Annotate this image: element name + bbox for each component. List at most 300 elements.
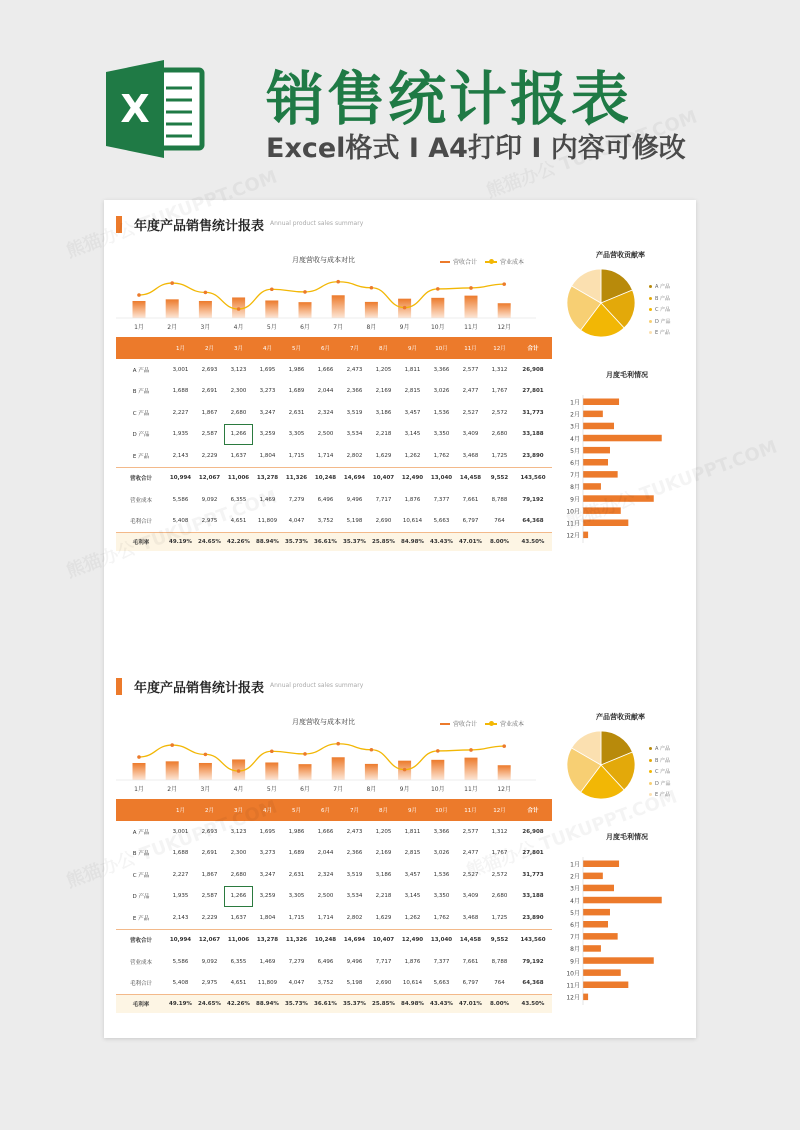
table-cell[interactable]: 4,651 bbox=[230, 518, 247, 525]
table-header-row bbox=[116, 799, 552, 821]
table-cell[interactable]: 2,815 bbox=[404, 850, 421, 857]
table-cell[interactable]: 2,587 bbox=[201, 893, 218, 900]
table-cell[interactable]: 84.98% bbox=[401, 1001, 424, 1007]
table-cell[interactable]: 10,407 bbox=[372, 937, 395, 944]
table-cell[interactable]: 88.94% bbox=[256, 1001, 279, 1007]
table-cell[interactable]: 3,534 bbox=[346, 431, 363, 438]
table-cell[interactable]: 42.26% bbox=[227, 539, 250, 545]
sales-table bbox=[116, 337, 552, 551]
summary-row bbox=[116, 511, 552, 533]
table-cell[interactable]: 10,407 bbox=[372, 475, 395, 482]
table-cell[interactable]: 2,680 bbox=[491, 893, 508, 900]
table-cell[interactable]: 2,300 bbox=[230, 850, 247, 857]
table-cell[interactable]: 7,377 bbox=[433, 958, 450, 965]
table-cell[interactable]: 2,366 bbox=[346, 388, 363, 395]
cost-line bbox=[139, 282, 504, 309]
table-cell[interactable]: 9,552 bbox=[490, 475, 509, 482]
table-cell[interactable]: 1,629 bbox=[375, 914, 392, 921]
table-cell[interactable]: 8,788 bbox=[491, 496, 508, 503]
table-cell[interactable]: 3,001 bbox=[172, 828, 189, 835]
table-cell[interactable]: 11,326 bbox=[285, 475, 308, 482]
table-cell[interactable]: 14,694 bbox=[343, 475, 366, 482]
table-cell[interactable]: 35.37% bbox=[343, 539, 366, 545]
cost-point bbox=[170, 743, 174, 747]
table-cell[interactable]: 9,496 bbox=[346, 496, 363, 503]
table-cell[interactable]: 1,935 bbox=[172, 431, 189, 438]
y-tick-label: 9月 bbox=[570, 496, 580, 504]
table-cell[interactable]: 3,259 bbox=[259, 893, 276, 900]
table-cell[interactable]: 3,468 bbox=[462, 452, 479, 459]
table-cell[interactable]: 1,469 bbox=[259, 958, 276, 965]
table-cell[interactable]: 24.65% bbox=[198, 539, 221, 545]
cost-point bbox=[336, 742, 340, 746]
table-row bbox=[116, 864, 552, 886]
table-cell[interactable]: 35.73% bbox=[285, 539, 308, 545]
table-cell[interactable]: 5,586 bbox=[172, 496, 189, 503]
monthly-margin-bar-chart bbox=[562, 857, 682, 1007]
table-cell[interactable]: 1,629 bbox=[375, 452, 392, 459]
title-accent-bar bbox=[116, 216, 122, 233]
table-cell[interactable]: 1,725 bbox=[491, 452, 508, 459]
table-cell[interactable]: 88.94% bbox=[256, 539, 279, 545]
table-cell[interactable]: 3,409 bbox=[462, 893, 479, 900]
combo-chart-title: 月度营收与成本对比 bbox=[292, 256, 355, 264]
table-cell[interactable]: 12,490 bbox=[401, 937, 424, 944]
table-cell[interactable]: 3,519 bbox=[346, 409, 363, 416]
table-cell[interactable]: 2,690 bbox=[375, 980, 392, 987]
y-tick-label: 5月 bbox=[570, 447, 580, 455]
table-cell[interactable]: 25.85% bbox=[372, 539, 395, 545]
table-cell[interactable]: 3,468 bbox=[462, 914, 479, 921]
table-cell[interactable]: 10,248 bbox=[314, 475, 337, 482]
table-cell[interactable]: 1,312 bbox=[491, 366, 508, 373]
table-cell[interactable]: 47.01% bbox=[459, 539, 482, 545]
revenue-bar bbox=[498, 765, 511, 780]
table-cell[interactable]: 2,044 bbox=[317, 388, 334, 395]
table-cell[interactable]: 7,717 bbox=[375, 958, 392, 965]
combo-chart-title: 月度营收与成本对比 bbox=[292, 718, 355, 726]
margin-bar bbox=[583, 411, 603, 418]
table-cell[interactable]: 14,458 bbox=[459, 475, 482, 482]
table-cell[interactable]: 2,802 bbox=[346, 452, 363, 459]
table-cell[interactable]: 2,044 bbox=[317, 850, 334, 857]
table-cell[interactable]: 2,500 bbox=[317, 893, 334, 900]
column-header: 3月 bbox=[234, 346, 243, 352]
table-cell[interactable]: 1,689 bbox=[288, 850, 305, 857]
table-cell[interactable]: 14,694 bbox=[343, 937, 366, 944]
table-cell[interactable]: 2,366 bbox=[346, 850, 363, 857]
x-tick-label: 5月 bbox=[266, 324, 277, 331]
product-contribution-pie bbox=[566, 268, 636, 338]
table-cell[interactable]: 1,725 bbox=[491, 914, 508, 921]
table-cell[interactable]: 2,218 bbox=[375, 431, 392, 438]
table-cell[interactable]: 1,688 bbox=[172, 850, 189, 857]
cost-point bbox=[204, 753, 208, 757]
table-cell[interactable]: 11,326 bbox=[285, 937, 308, 944]
y-tick-label: 2月 bbox=[570, 873, 580, 881]
table-cell[interactable]: 9,552 bbox=[490, 937, 509, 944]
table-cell[interactable]: 2,691 bbox=[201, 850, 218, 857]
table-cell[interactable]: 36.61% bbox=[314, 539, 337, 545]
table-cell[interactable]: 3,519 bbox=[346, 871, 363, 878]
table-cell[interactable]: 1,666 bbox=[317, 366, 334, 373]
margin-bar bbox=[583, 435, 662, 442]
table-cell[interactable]: 2,680 bbox=[230, 409, 247, 416]
table-cell[interactable]: 24.65% bbox=[198, 1001, 221, 1007]
table-cell[interactable]: 3,457 bbox=[404, 871, 421, 878]
table-cell[interactable]: 5,198 bbox=[346, 980, 363, 987]
row-label: D 产品 bbox=[132, 894, 150, 901]
table-cell[interactable]: 10,614 bbox=[402, 980, 423, 987]
legend-dot bbox=[649, 782, 652, 785]
table-cell[interactable]: 3,123 bbox=[230, 828, 247, 835]
table-cell[interactable]: 11,809 bbox=[257, 518, 278, 525]
table-cell[interactable]: 2,680 bbox=[230, 871, 247, 878]
row-total: 33,188 bbox=[522, 893, 544, 900]
table-cell[interactable]: 4,047 bbox=[288, 980, 305, 987]
table-cell[interactable]: 2,527 bbox=[462, 409, 479, 416]
table-cell[interactable]: 13,040 bbox=[430, 937, 453, 944]
table-cell[interactable]: 47.01% bbox=[459, 1001, 482, 1007]
x-tick-label: 4月 bbox=[233, 324, 244, 331]
table-cell[interactable]: 35.73% bbox=[285, 1001, 308, 1007]
cost-point bbox=[303, 752, 307, 756]
row-label: C 产品 bbox=[132, 410, 150, 417]
table-cell[interactable]: 1,714 bbox=[317, 914, 334, 921]
table-cell[interactable]: 1,986 bbox=[288, 828, 305, 835]
margin-bar bbox=[583, 933, 618, 940]
table-cell[interactable]: 2,324 bbox=[317, 409, 334, 416]
row-total: 64,368 bbox=[522, 518, 544, 525]
margin-bar bbox=[583, 520, 628, 527]
table-cell[interactable]: 2,229 bbox=[201, 914, 218, 921]
table-cell[interactable]: 3,145 bbox=[404, 893, 421, 900]
table-cell[interactable]: 7,279 bbox=[288, 496, 305, 503]
table-cell[interactable]: 1,469 bbox=[259, 496, 276, 503]
table-cell[interactable]: 1,762 bbox=[433, 452, 450, 459]
cost-line bbox=[139, 744, 504, 771]
table-cell[interactable]: 2,218 bbox=[375, 893, 392, 900]
table-cell[interactable]: 3,247 bbox=[259, 871, 276, 878]
pie-legend-item bbox=[649, 328, 670, 340]
table-cell[interactable]: 1,811 bbox=[404, 366, 421, 373]
table-cell[interactable]: 2,572 bbox=[491, 409, 508, 416]
table-cell[interactable]: 43.43% bbox=[430, 1001, 453, 1007]
table-cell[interactable]: 10,994 bbox=[169, 475, 192, 482]
table-cell[interactable]: 3,259 bbox=[259, 431, 276, 438]
section-title: 年度产品销售统计报表 bbox=[134, 219, 265, 234]
cost-point bbox=[403, 768, 407, 772]
y-tick-label: 3月 bbox=[570, 423, 580, 431]
table-cell[interactable]: 3,145 bbox=[404, 431, 421, 438]
table-cell[interactable]: 1,804 bbox=[259, 914, 276, 921]
table-cell[interactable]: 2,577 bbox=[462, 828, 479, 835]
table-cell[interactable]: 3,026 bbox=[433, 850, 450, 857]
revenue-bar bbox=[133, 763, 146, 780]
y-tick-label: 6月 bbox=[570, 922, 580, 929]
table-cell[interactable]: 6,496 bbox=[317, 958, 334, 965]
table-cell[interactable]: 3,026 bbox=[433, 388, 450, 395]
table-cell[interactable]: 4,047 bbox=[288, 518, 305, 525]
table-cell[interactable]: 4,651 bbox=[230, 980, 247, 987]
table-cell[interactable]: 2,477 bbox=[462, 850, 479, 857]
row-label: A 产品 bbox=[132, 829, 150, 836]
table-cell[interactable]: 43.43% bbox=[430, 539, 453, 545]
row-label: B 产品 bbox=[132, 851, 150, 858]
row-label: 毛利率 bbox=[132, 540, 150, 546]
revenue-bar bbox=[431, 298, 444, 318]
table-cell[interactable]: 12,067 bbox=[198, 475, 221, 482]
table-cell[interactable]: 11,809 bbox=[257, 980, 278, 987]
margin-rate-row bbox=[116, 994, 552, 1013]
table-cell[interactable]: 84.98% bbox=[401, 539, 424, 545]
table-cell[interactable]: 1,536 bbox=[433, 409, 450, 416]
table-cell[interactable]: 2,229 bbox=[201, 452, 218, 459]
table-cell[interactable]: 2,631 bbox=[288, 871, 305, 878]
legend-line-swatch bbox=[485, 261, 497, 263]
table-cell[interactable]: 1,715 bbox=[288, 914, 305, 921]
table-cell[interactable]: 2,473 bbox=[346, 366, 363, 373]
table-cell[interactable]: 9,092 bbox=[201, 958, 218, 965]
table-cell[interactable]: 1,867 bbox=[201, 409, 218, 416]
table-cell[interactable]: 3,366 bbox=[433, 828, 450, 835]
table-cell[interactable]: 3,752 bbox=[317, 518, 334, 525]
table-cell[interactable]: 2,473 bbox=[346, 828, 363, 835]
table-cell[interactable]: 7,279 bbox=[288, 958, 305, 965]
table-row bbox=[116, 886, 552, 908]
table-cell[interactable]: 13,278 bbox=[256, 937, 279, 944]
table-cell[interactable]: 2,690 bbox=[375, 518, 392, 525]
table-cell[interactable]: 1,536 bbox=[433, 871, 450, 878]
table-cell[interactable]: 7,661 bbox=[462, 958, 479, 965]
pie-legend bbox=[649, 744, 670, 802]
table-cell[interactable]: 2,227 bbox=[172, 871, 189, 878]
table-cell[interactable]: 35.37% bbox=[343, 1001, 366, 1007]
row-total: 79,192 bbox=[522, 496, 544, 503]
margin-bar bbox=[583, 957, 654, 964]
table-cell[interactable]: 2,143 bbox=[172, 452, 189, 459]
table-cell[interactable]: 1,715 bbox=[288, 452, 305, 459]
table-cell[interactable]: 13,278 bbox=[256, 475, 279, 482]
table-cell[interactable]: 3,273 bbox=[259, 850, 276, 857]
table-cell[interactable]: 14,458 bbox=[459, 937, 482, 944]
product-contribution-pie bbox=[566, 730, 636, 800]
table-cell[interactable]: 2,815 bbox=[404, 388, 421, 395]
column-header: 2月 bbox=[205, 346, 214, 352]
x-tick-label: 4月 bbox=[233, 786, 244, 793]
x-tick-label: 2月 bbox=[167, 786, 178, 793]
table-cell[interactable]: 11,006 bbox=[227, 475, 250, 482]
margin-bar bbox=[583, 969, 621, 976]
column-header: 9月 bbox=[408, 808, 417, 814]
table-cell[interactable]: 3,366 bbox=[433, 366, 450, 373]
pie-legend-item bbox=[649, 294, 670, 306]
cost-point bbox=[137, 755, 141, 759]
table-cell[interactable]: 1,876 bbox=[404, 496, 421, 503]
table-cell[interactable]: 3,409 bbox=[462, 431, 479, 438]
table-cell[interactable]: 1,637 bbox=[230, 914, 247, 921]
table-cell[interactable]: 5,198 bbox=[346, 518, 363, 525]
row-total: 27,801 bbox=[522, 850, 544, 857]
table-cell[interactable]: 49.19% bbox=[169, 1001, 192, 1007]
table-cell[interactable]: 3,534 bbox=[346, 893, 363, 900]
table-cell[interactable]: 2,572 bbox=[491, 871, 508, 878]
table-cell[interactable]: 1,262 bbox=[404, 914, 421, 921]
table-cell[interactable]: 12,490 bbox=[401, 475, 424, 482]
table-cell[interactable]: 764 bbox=[494, 518, 505, 525]
combo-chart-legend bbox=[440, 257, 524, 266]
table-cell[interactable]: 764 bbox=[494, 980, 505, 987]
table-cell[interactable]: 6,797 bbox=[462, 518, 479, 525]
table-cell[interactable]: 3,305 bbox=[288, 893, 305, 900]
pie-legend-label: B 产品 bbox=[655, 757, 671, 764]
table-cell[interactable]: 7,377 bbox=[433, 496, 450, 503]
table-cell[interactable]: 2,143 bbox=[172, 914, 189, 921]
selected-cell[interactable]: 1,266 bbox=[224, 424, 253, 445]
table-cell[interactable]: 1,714 bbox=[317, 452, 334, 459]
table-cell[interactable]: 1,205 bbox=[375, 828, 392, 835]
table-cell[interactable]: 1,804 bbox=[259, 452, 276, 459]
table-cell[interactable]: 8.00% bbox=[489, 1001, 510, 1007]
table-cell[interactable]: 9,496 bbox=[346, 958, 363, 965]
table-cell[interactable]: 1,767 bbox=[491, 388, 508, 395]
x-tick-label: 12月 bbox=[497, 324, 511, 331]
table-cell[interactable]: 1,935 bbox=[172, 893, 189, 900]
table-cell[interactable]: 8.00% bbox=[489, 539, 510, 545]
table-cell[interactable]: 1,205 bbox=[375, 366, 392, 373]
table-cell[interactable]: 7,661 bbox=[462, 496, 479, 503]
table-cell[interactable]: 2,693 bbox=[201, 828, 218, 835]
table-cell[interactable]: 2,169 bbox=[375, 850, 392, 857]
table-cell[interactable]: 2,631 bbox=[288, 409, 305, 416]
table-cell[interactable]: 1,876 bbox=[404, 958, 421, 965]
table-cell[interactable]: 10,994 bbox=[169, 937, 192, 944]
legend-cost-label: 营业成本 bbox=[500, 259, 525, 266]
column-header: 5月 bbox=[292, 346, 301, 352]
table-cell[interactable]: 5,408 bbox=[172, 518, 189, 525]
table-cell[interactable]: 3,186 bbox=[375, 409, 392, 416]
table-cell[interactable]: 1,688 bbox=[172, 388, 189, 395]
table-cell[interactable]: 1,767 bbox=[491, 850, 508, 857]
table-cell[interactable]: 8,788 bbox=[491, 958, 508, 965]
table-cell[interactable]: 2,693 bbox=[201, 366, 218, 373]
table-cell[interactable]: 13,040 bbox=[430, 475, 453, 482]
table-cell[interactable]: 1,637 bbox=[230, 452, 247, 459]
legend-bar-swatch bbox=[440, 261, 450, 263]
table-cell[interactable]: 3,123 bbox=[230, 366, 247, 373]
table-cell[interactable]: 9,092 bbox=[201, 496, 218, 503]
table-cell[interactable]: 3,247 bbox=[259, 409, 276, 416]
revenue-bar bbox=[299, 302, 312, 318]
revenue-bar bbox=[166, 761, 179, 780]
table-cell[interactable]: 1,811 bbox=[404, 828, 421, 835]
table-cell[interactable]: 6,355 bbox=[230, 496, 247, 503]
table-cell[interactable]: 3,186 bbox=[375, 871, 392, 878]
table-cell[interactable]: 1,666 bbox=[317, 828, 334, 835]
table-cell[interactable]: 1,262 bbox=[404, 452, 421, 459]
row-label: E 产品 bbox=[132, 915, 150, 922]
table-cell[interactable]: 3,001 bbox=[172, 366, 189, 373]
table-cell[interactable]: 2,169 bbox=[375, 388, 392, 395]
table-cell[interactable]: 6,496 bbox=[317, 496, 334, 503]
table-cell[interactable]: 1,695 bbox=[259, 366, 276, 373]
margin-bar bbox=[583, 532, 588, 539]
table-cell[interactable]: 10,614 bbox=[402, 518, 423, 525]
table-cell[interactable]: 2,527 bbox=[462, 871, 479, 878]
y-tick-label: 1月 bbox=[570, 399, 580, 407]
table-cell[interactable]: 1,986 bbox=[288, 366, 305, 373]
table-cell[interactable]: 2,477 bbox=[462, 388, 479, 395]
row-label: A 产品 bbox=[132, 367, 150, 374]
table-cell[interactable]: 2,587 bbox=[201, 431, 218, 438]
table-cell[interactable]: 2,802 bbox=[346, 914, 363, 921]
table-cell[interactable]: 7,717 bbox=[375, 496, 392, 503]
table-cell[interactable]: 6,355 bbox=[230, 958, 247, 965]
selected-cell[interactable]: 1,266 bbox=[224, 886, 253, 907]
table-cell[interactable]: 5,408 bbox=[172, 980, 189, 987]
table-cell[interactable]: 11,006 bbox=[227, 937, 250, 944]
table-cell[interactable]: 1,689 bbox=[288, 388, 305, 395]
table-cell[interactable]: 1,762 bbox=[433, 914, 450, 921]
row-total: 26,908 bbox=[522, 828, 544, 835]
table-cell[interactable]: 2,500 bbox=[317, 431, 334, 438]
table-cell[interactable]: 2,691 bbox=[201, 388, 218, 395]
table-cell[interactable]: 1,867 bbox=[201, 871, 218, 878]
table-cell[interactable]: 2,227 bbox=[172, 409, 189, 416]
table-cell[interactable]: 5,663 bbox=[433, 518, 450, 525]
margin-bar bbox=[583, 873, 603, 880]
table-cell[interactable]: 6,797 bbox=[462, 980, 479, 987]
table-cell[interactable]: 5,586 bbox=[172, 958, 189, 965]
table-cell[interactable]: 42.26% bbox=[227, 1001, 250, 1007]
table-cell[interactable]: 3,350 bbox=[433, 431, 450, 438]
row-total: 33,188 bbox=[522, 431, 544, 438]
table-cell[interactable]: 36.61% bbox=[314, 1001, 337, 1007]
table-cell[interactable]: 10,248 bbox=[314, 937, 337, 944]
excel-logo-icon bbox=[104, 58, 206, 160]
table-cell[interactable]: 2,975 bbox=[201, 518, 218, 525]
table-cell[interactable]: 3,305 bbox=[288, 431, 305, 438]
combo-chart-x-axis bbox=[116, 784, 536, 796]
table-cell[interactable]: 3,752 bbox=[317, 980, 334, 987]
table-cell[interactable]: 12,067 bbox=[198, 937, 221, 944]
table-cell[interactable]: 1,695 bbox=[259, 828, 276, 835]
cost-point bbox=[469, 748, 473, 752]
table-cell[interactable]: 49.19% bbox=[169, 539, 192, 545]
cost-point bbox=[170, 281, 174, 285]
table-cell[interactable]: 5,663 bbox=[433, 980, 450, 987]
cost-point bbox=[403, 306, 407, 310]
combo-chart-legend bbox=[440, 719, 524, 728]
table-row bbox=[116, 445, 552, 467]
revenue-bar bbox=[265, 762, 278, 780]
table-cell[interactable]: 2,300 bbox=[230, 388, 247, 395]
x-tick-label: 3月 bbox=[200, 786, 211, 793]
table-cell[interactable]: 2,577 bbox=[462, 366, 479, 373]
table-cell[interactable]: 1,312 bbox=[491, 828, 508, 835]
table-cell[interactable]: 3,273 bbox=[259, 388, 276, 395]
report-section-2 bbox=[104, 662, 696, 1022]
table-cell[interactable]: 3,350 bbox=[433, 893, 450, 900]
table-cell[interactable]: 2,975 bbox=[201, 980, 218, 987]
pie-legend-label: E 产品 bbox=[655, 792, 670, 798]
table-cell[interactable]: 3,457 bbox=[404, 409, 421, 416]
table-cell[interactable]: 2,680 bbox=[491, 431, 508, 438]
margin-bar bbox=[583, 994, 588, 1001]
table-cell[interactable]: 2,324 bbox=[317, 871, 334, 878]
y-tick-label: 11月 bbox=[566, 982, 580, 990]
table-cell[interactable]: 25.85% bbox=[372, 1001, 395, 1007]
